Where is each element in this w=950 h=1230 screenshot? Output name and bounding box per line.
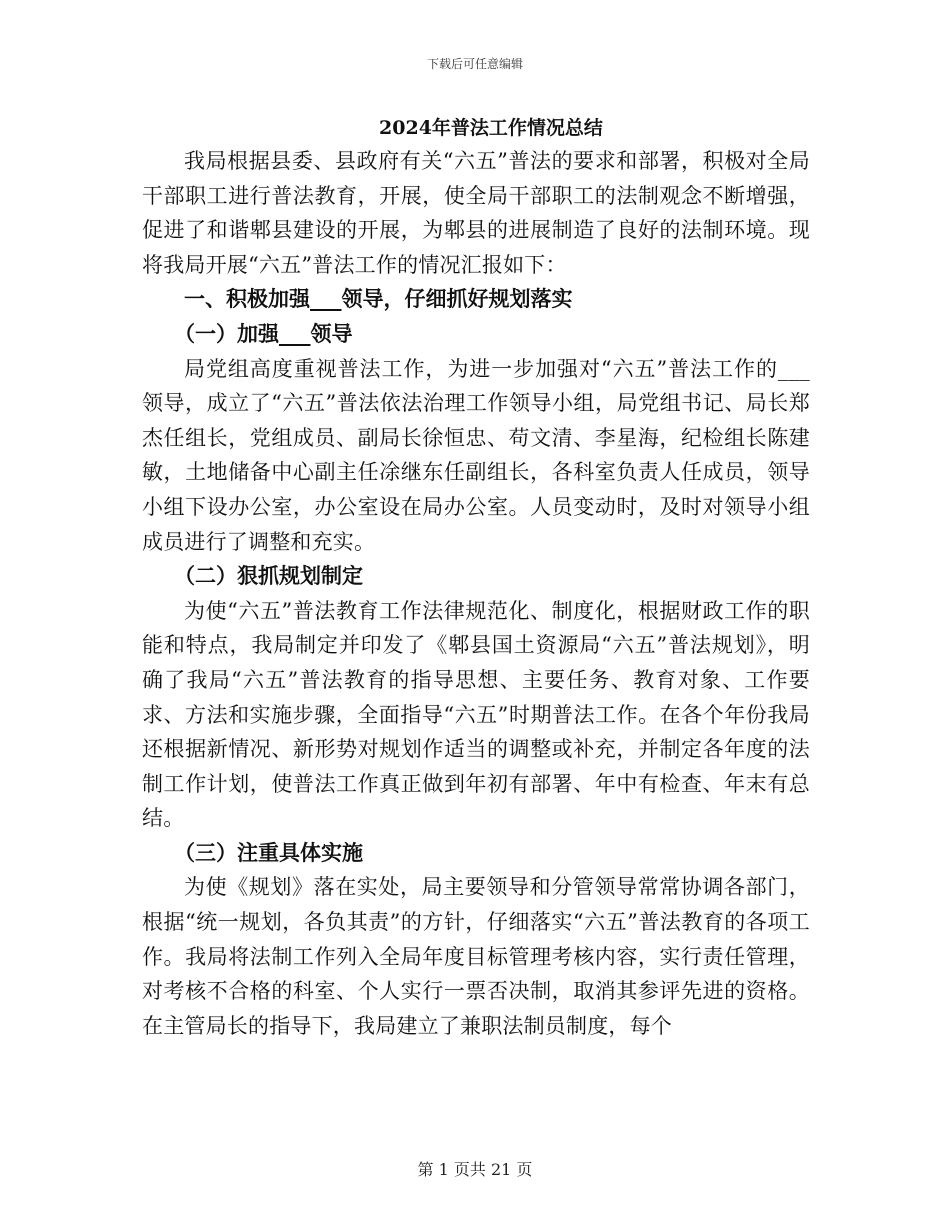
subsection-heading-1: （一）加强___领导 <box>174 320 353 346</box>
paragraph-intro: 我局根据县委、县政府有关“六五”普法的要求和部署，积极对全局干部职工进行普法教育，开展，使全局干部职工的法制观念不断增强，促进了和谐郫县建设的开展，为郫县的进展制造了良好的法制环境。现将我局开展“六五”普法工作的情况汇报如下： <box>142 149 810 277</box>
subsection-heading-2: （二）狠抓规划制定 <box>174 563 363 589</box>
paragraph-implementation: 为使《规划》落在实处，局主要领导和分管领导常常协调各部门，根据“统一规划，各负其责”的方针，仔细落实“六五”普法教育的各项工作。我局将法制工作列入全局年度目标管理考核内容，实行责任管理，对考核不合格的科室、个人实行一票否决制，取消其参评先进的资格。在主管局长的指导下，我局建立了兼职法制员制度，每个 <box>142 875 810 1038</box>
section-heading-1: 一、积极加强___领导，仔细抓好规划落实 <box>184 286 573 312</box>
page-header-note: 下载后可任意编辑 <box>426 57 523 71</box>
paragraph-leadership: 局党组高度重视普法工作，为进一步加强对“六五”普法工作的___领导，成立了“六五”普法依法治理工作领导小组，局党组书记、局长郑杰任组长，党组成员、副局长徐恒忠、苟文清、李星海，纪检组长陈建敏，土地储备中心副主任凃继东任副组长，各科室负责人任成员，领导小组下设办公室，办公室设在局办公室。人员变动时，及时对领导小组成员进行了调整和充实。 <box>142 356 810 554</box>
subsection-heading-3: （三）注重具体实施 <box>174 839 363 865</box>
paragraph-planning: 为使“六五”普法教育工作法律规范化、制度化，根据财政工作的职能和特点，我局制定并印发了《郫县国土资源局“六五”普法规划》，明确了我局“六五”普法教育的指导思想、主要任务、教育对象、工作要求、方法和实施步骤，全面指导“六五”时期普法工作。在各个年份我局还根据新情况、新形势对规划作适当的调整或补充，并制定各年度的法制工作计划，使普法工作真正做到年初有部署、年中有检查、年末有总结。 <box>142 598 810 831</box>
document-title: 2024年普法工作情况总结 <box>379 117 603 139</box>
document-body <box>142 112 810 1043</box>
page-number-footer: 第 1 页共 21 页 <box>417 1160 533 1179</box>
